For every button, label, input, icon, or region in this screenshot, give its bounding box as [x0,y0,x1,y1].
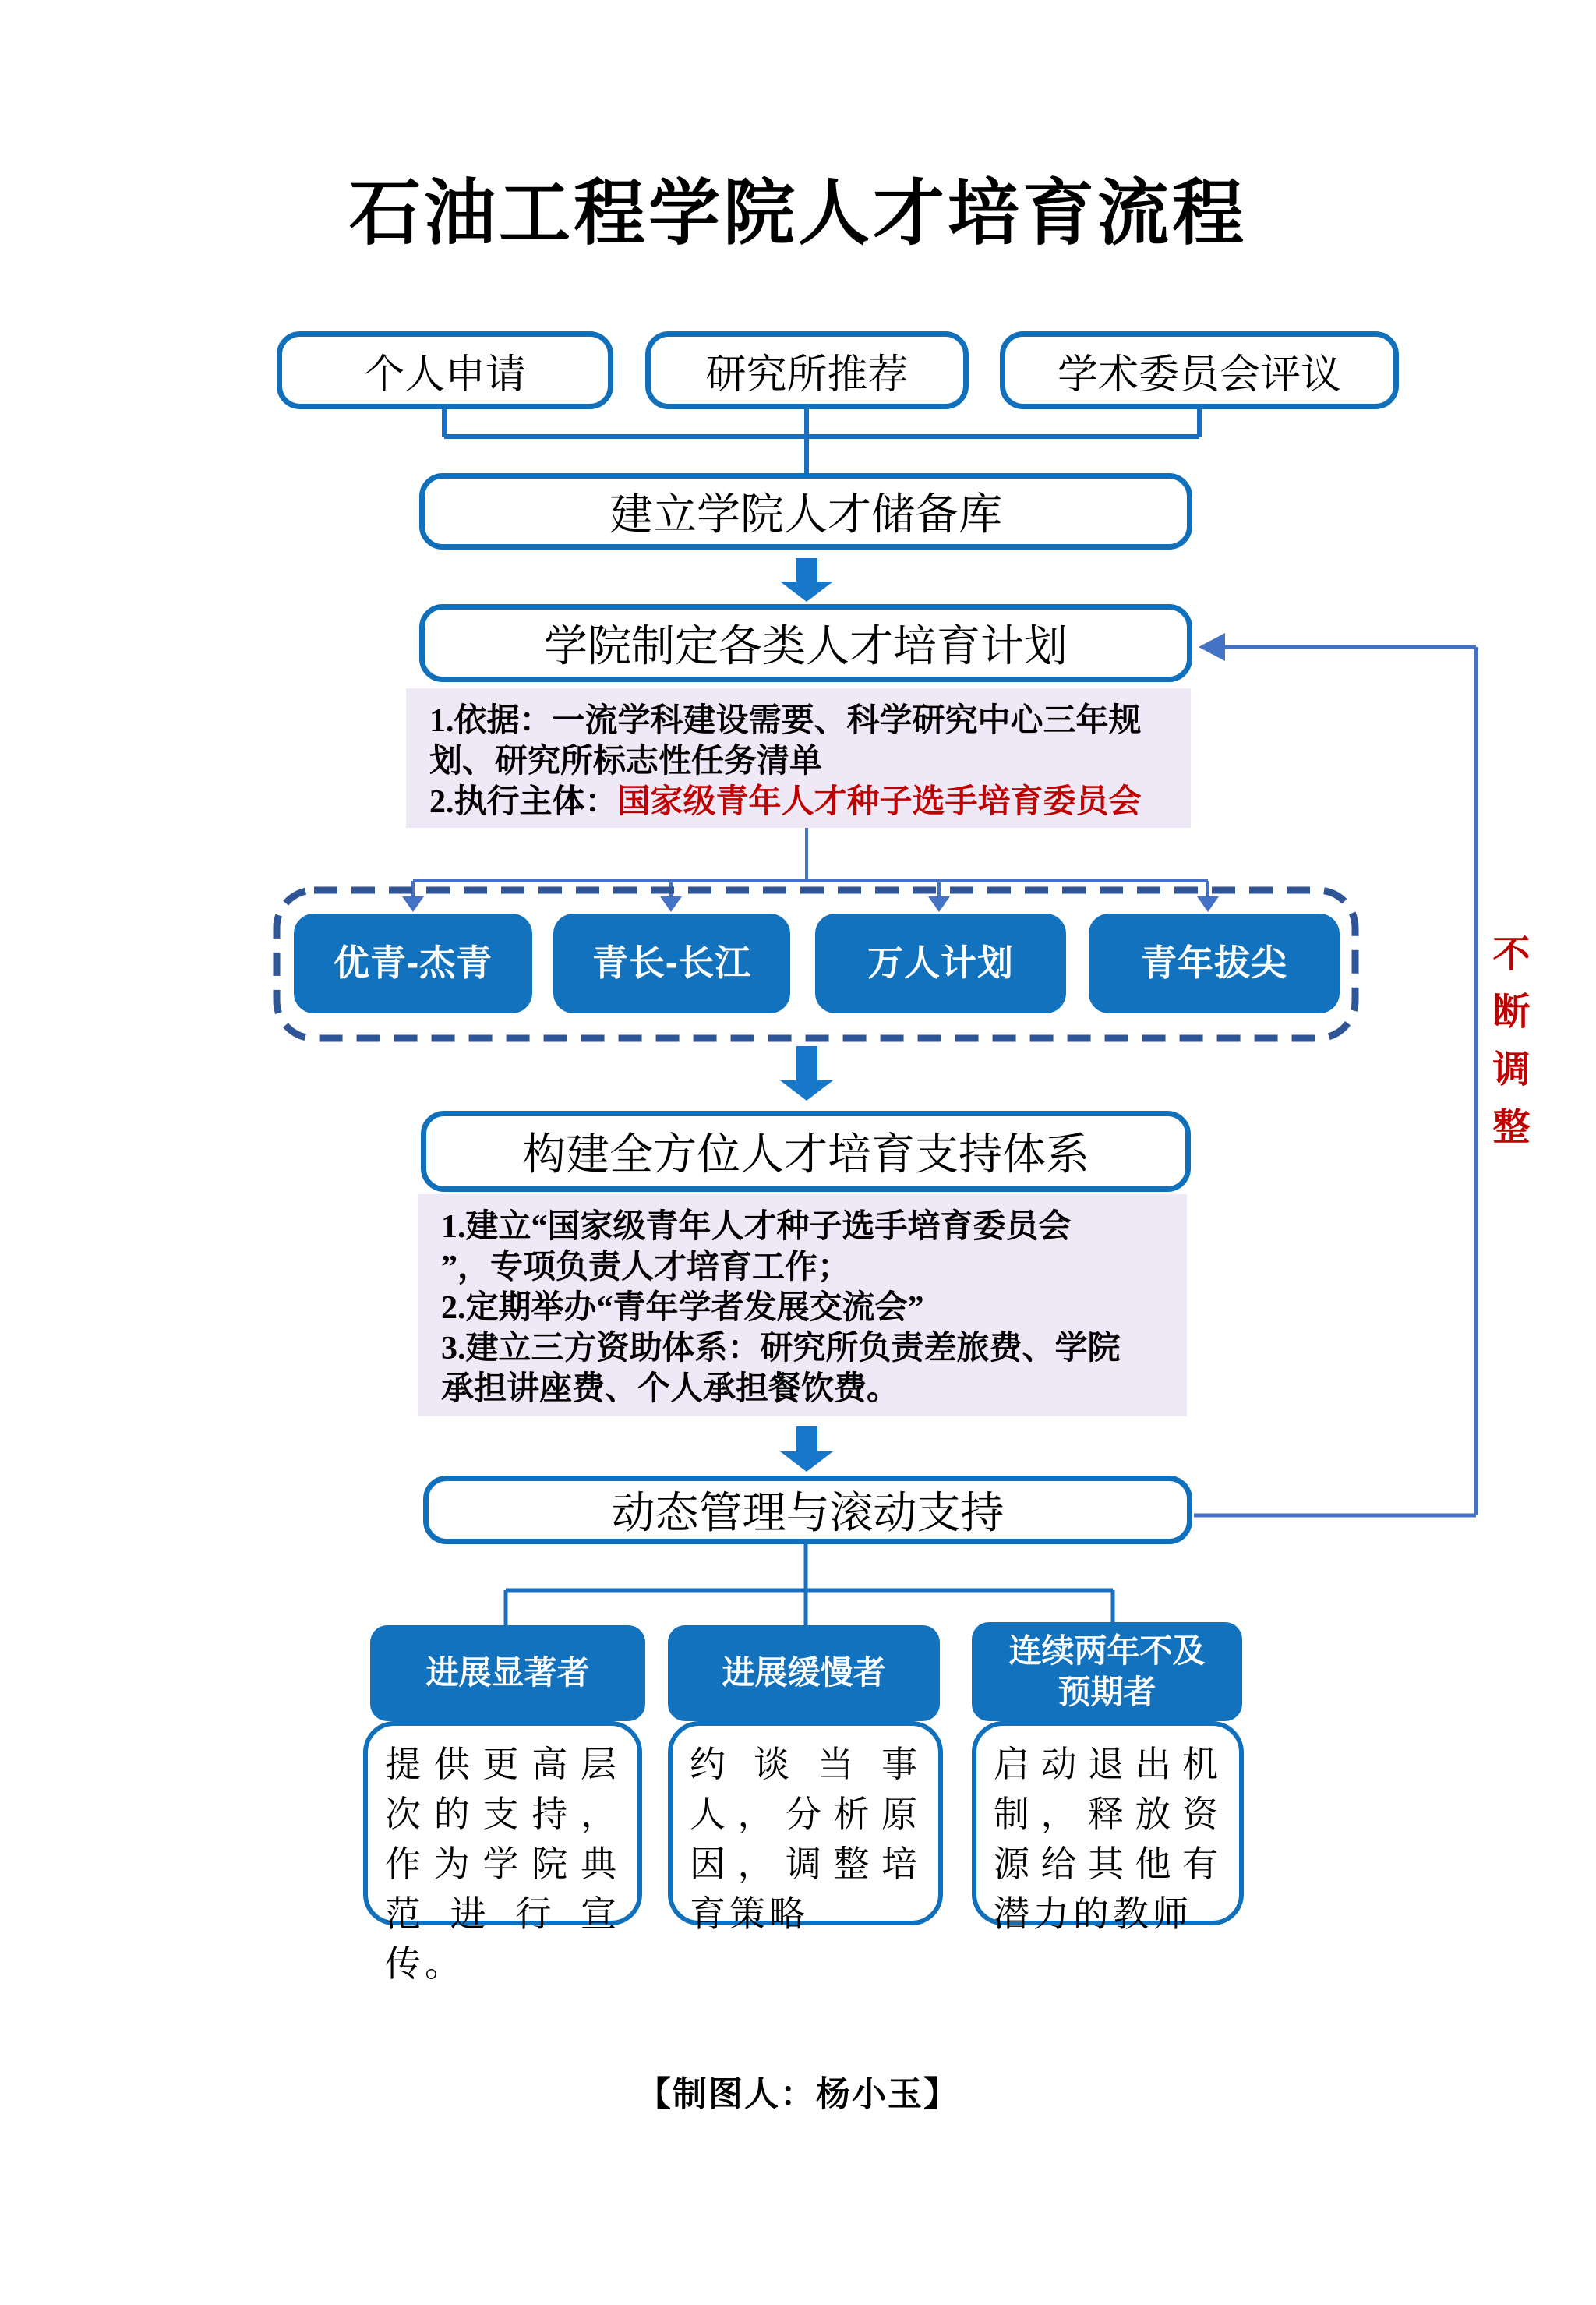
source-box-individual-application: 个人申请 [277,331,613,409]
outcome-branch-connector [506,1544,1113,1625]
block-arrow-2 [780,1046,833,1101]
step-box-support-system: 构建全方位人才培育支持体系 [421,1111,1191,1192]
page-title: 石油工程学院人才培育流程 [348,174,1247,253]
note-support-measures [418,1194,1187,1416]
note2-line5: 承担讲座费、个人承担餐饮费。 [441,1371,900,1407]
top-tree-connector [444,408,1199,473]
step-box-dynamic-management: 动态管理与滚动支持 [423,1476,1192,1544]
note1-line3-red-highlight: 国家级青年人才种子选手培育委员会 [617,784,1142,820]
outcome-desc-significant-progress: 提供更高层次的支持，作为学院典范进行宣传。 [363,1721,642,1925]
outcome-desc-below-expectation: 启动退出机制，释放资源给其他有潜力的教师 [972,1721,1244,1925]
note1-line1: 1.依据：一流学科建设需要、科学研究中心三年规 [429,703,1142,739]
feedback-label: 不断调整 [1487,934,1528,1165]
note2-line1: 1.建立“国家级青年人才种子选手培育委员会 [441,1209,1072,1245]
source-box-institute-recommendation: 研究所推荐 [645,331,969,409]
outcome-header-significant-progress: 进展显著者 [370,1625,645,1721]
block-arrow-3 [780,1426,833,1472]
program-box-wanren-jihua: 万人计划 [815,914,1066,1013]
note2-line3: 2.定期举办“青年学者发展交流会” [441,1290,924,1326]
program-box-youqing-jieqing: 优青-杰青 [294,914,532,1013]
source-box-academic-committee-review: 学术委员会评议 [1000,331,1399,409]
outcome-header-slow-progress: 进展缓慢者 [668,1625,940,1721]
block-arrow-1 [780,558,833,602]
feedback-arrowhead [1199,633,1225,661]
step-box-talent-reserve-pool: 建立学院人才储备库 [419,473,1192,550]
outcome-header-below-expectation: 连续两年不及预期者 [972,1622,1242,1721]
credit-text: 【制图人：杨小玉】 [637,2075,959,2113]
program-branch-connector [413,828,1208,896]
program-box-qingnian-bajian: 青年拔尖 [1089,914,1340,1013]
note1-line2: 划、研究所标志性任务清单 [429,744,823,780]
note2-line4: 3.建立三方资助体系：研究所负责差旅费、学院 [441,1331,1121,1366]
note1-line3 [429,782,1175,822]
step-box-cultivation-plan: 学院制定各类人才培育计划 [419,604,1192,682]
program-box-qingchang-changjiang: 青长-长江 [553,914,790,1013]
outcome-desc-slow-progress: 约谈当事人，分析原因，调整培育策略 [668,1721,943,1925]
note1-line3-label: 2.执行主体： [429,784,618,820]
note-plan-basis [406,688,1191,828]
feedback-connector [1194,647,1476,1515]
program-branch-arrowheads [402,896,1219,912]
note2-line2: ”，专项负责人才培育工作； [441,1250,851,1285]
